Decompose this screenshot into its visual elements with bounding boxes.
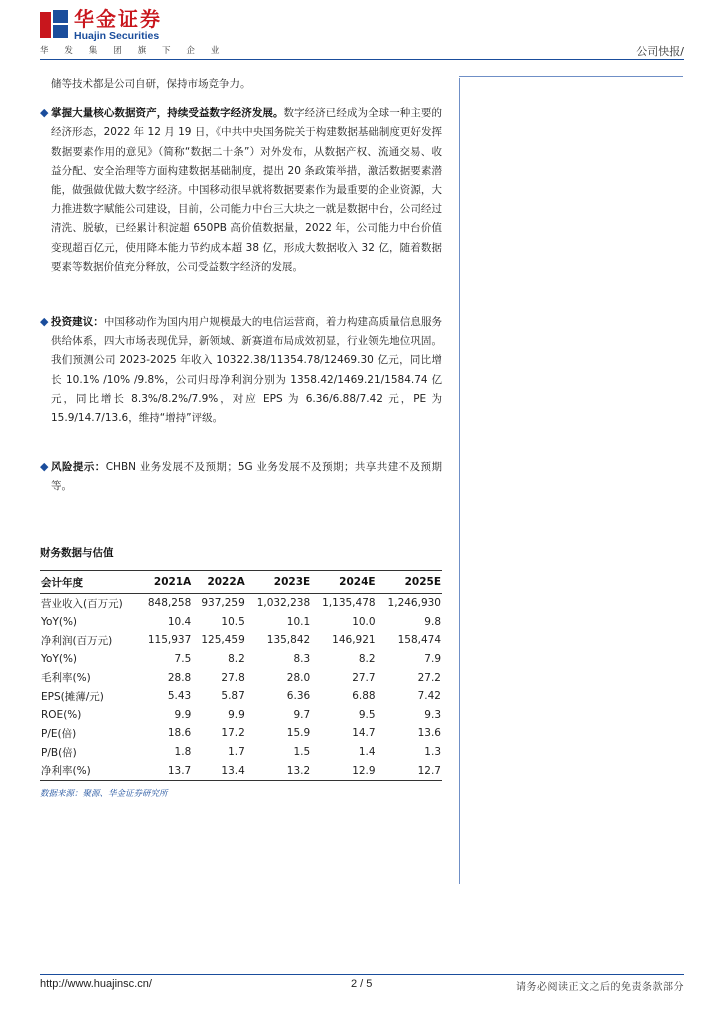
paragraph-investment-advice xyxy=(40,313,442,428)
table-cell: 7.9 xyxy=(424,653,441,666)
table-cell: 28.8 xyxy=(167,671,192,684)
table-row xyxy=(40,761,442,780)
table-cell: 7.5 xyxy=(174,653,192,666)
table-row xyxy=(40,594,442,613)
main-content xyxy=(40,75,442,497)
table-cell: 10.1 xyxy=(286,615,311,628)
huajin-logo-icon xyxy=(40,10,68,40)
table-header-cell: 2025E xyxy=(377,571,442,594)
report-type: 公司快报/ xyxy=(636,45,684,58)
table-row-label: 毛利率(%) xyxy=(41,672,91,685)
table-cell: 8.2 xyxy=(228,653,245,666)
table-cell: 9.8 xyxy=(424,615,441,628)
table-row-label: P/B(倍) xyxy=(41,746,77,759)
paragraph-body: CHBN 业务发展不及预期；5G 业务发展不及预期；共享共建不及预期等。 xyxy=(51,461,443,493)
diamond-bullet-icon: ◆ xyxy=(40,315,49,329)
paragraph-lead: 掌握大量核心数据资产，持续受益数字经济发展。 xyxy=(51,107,284,120)
table-cell: 1,246,930 xyxy=(387,597,441,610)
table-header-cell: 会计年度 xyxy=(40,571,139,594)
table-row xyxy=(40,668,442,687)
table-cell: 115,937 xyxy=(147,634,192,647)
table-cell: 158,474 xyxy=(397,634,441,647)
table-row-label: YoY(%) xyxy=(41,653,78,666)
table-row xyxy=(40,743,442,762)
financial-table xyxy=(40,570,442,781)
table-cell: 1.8 xyxy=(174,746,192,759)
table-cell: 146,921 xyxy=(332,634,376,647)
table-header-cell: 2024E xyxy=(311,571,376,594)
paragraph-data-assets xyxy=(40,104,442,277)
table-cell: 5.87 xyxy=(221,690,245,703)
table-row xyxy=(40,687,442,706)
table-cell: 5.43 xyxy=(167,690,192,703)
table-cell: 1,032,238 xyxy=(256,597,311,610)
table-cell: 9.7 xyxy=(293,708,311,721)
table-cell: 13.7 xyxy=(139,761,193,780)
paragraph-continuation: 储等技术都是公司自研，保持市场竞争力。 xyxy=(51,78,251,90)
table-cell: 13.2 xyxy=(246,761,311,780)
table-row-label: 净利率(%) xyxy=(40,761,139,780)
table-cell: 10.0 xyxy=(352,615,376,628)
table-cell: 7.42 xyxy=(417,690,441,703)
table-cell: 9.5 xyxy=(358,708,376,721)
table-cell: 8.3 xyxy=(293,653,311,666)
paragraph-lead: 风险提示： xyxy=(51,461,106,474)
table-cell: 1.4 xyxy=(358,746,376,759)
table-cell: 1.7 xyxy=(228,746,245,759)
table-header-cell: 2023E xyxy=(246,571,311,594)
table-cell: 8.2 xyxy=(358,653,376,666)
table-cell: 14.7 xyxy=(352,727,376,740)
diamond-bullet-icon: ◆ xyxy=(40,106,49,120)
table-cell: 10.4 xyxy=(167,615,192,628)
footer-disclaimer: 请务必阅读正文之后的免责条款部分 xyxy=(516,982,684,993)
table-row-label: EPS(摊薄/元) xyxy=(41,690,104,703)
table-cell: 135,842 xyxy=(266,634,311,647)
table-cell: 15.9 xyxy=(286,727,311,740)
table-cell: 27.2 xyxy=(417,671,441,684)
table-cell: 937,259 xyxy=(201,597,245,610)
table-cell: 13.6 xyxy=(417,727,441,740)
table-cell: 1,135,478 xyxy=(322,597,376,610)
table-cell: 27.8 xyxy=(221,671,245,684)
table-cell: 9.9 xyxy=(174,708,192,721)
table-header-cell: 2022A xyxy=(192,571,246,594)
table-row xyxy=(40,631,442,650)
table-row-label: P/E(倍) xyxy=(41,727,77,740)
table-row-label: YoY(%) xyxy=(41,615,78,628)
logo-chinese-name: 华金证券 xyxy=(74,7,162,31)
table-title: 财务数据与估值 xyxy=(40,547,114,559)
footer-url-link[interactable]: http://www.huajinsc.cn/ xyxy=(40,978,152,990)
table-source: 数据来源：聚源、华金证券研究所 xyxy=(40,789,168,799)
table-cell: 28.0 xyxy=(286,671,311,684)
table-row-label: ROE(%) xyxy=(41,708,82,721)
table-cell: 6.88 xyxy=(352,690,376,703)
paragraph-body: 数字经济已经成为全球一种主要的经济形态，2022 年 12 月 19 日，《中共中央国务院关于构建数据基础制度更好发挥数据要素作用的意见》（简称“数据二十条”）对外发布，从数据产权、流通交易、收益分配、安全治理等方面构建数据基础制度，提出 20 条政策举措，激活数据要素潜能，做强做优做大数字经济。中国移动很早就将数据要素作为最重要的企业资源，大力推进数字赋能公司建设，目前，公司能力中台三大块之一就是数据中台，公司经过清洗、脱敏，已经累计积淀超 650PB 高价值数据量，2022 年，公司能力中台价值变现超百亿元，使用降本能力节约成本超 38 亿，形成大数据收入 32 亿，随着数据要素等数据价值充分释放，公司受益数字经济的发展。 xyxy=(51,107,443,273)
table-cell: 1.3 xyxy=(424,746,441,759)
table-cell: 10.5 xyxy=(221,615,245,628)
table-cell: 1.5 xyxy=(293,746,311,759)
table-header-row xyxy=(40,571,442,594)
table-cell: 13.4 xyxy=(192,761,246,780)
company-logo xyxy=(40,8,162,42)
header-divider xyxy=(40,59,684,60)
table-cell: 125,459 xyxy=(201,634,245,647)
table-row xyxy=(40,613,442,632)
paragraph-body: 中国移动作为国内用户规模最大的电信运营商，着力构建高质量信息服务供给体系，四大市场表现优异，新领域、新赛道布局成效初显，行业领先地位巩固。我们预测公司 2023-2025 年收入 10322.38/11354.78/12469.30 亿元，同比增长 10.1% /10% /9.8%，公司归母净利润分别为 1358.42/1469.21/1584.74 亿元，同比增长 8.3%/8.2%/7.9%，对应 EPS 为 6.36/6.88/7.42 元，PE 为 15.9/14.7/13.6，维持“增持”评级。 xyxy=(51,316,443,425)
table-cell: 9.9 xyxy=(228,708,245,721)
logo-english-name: Huajin Securities xyxy=(74,30,160,42)
diamond-bullet-icon: ◆ xyxy=(40,460,49,474)
table-cell: 12.9 xyxy=(311,761,376,780)
table-cell: 848,258 xyxy=(147,597,192,610)
table-row xyxy=(40,706,442,725)
table-cell: 27.7 xyxy=(352,671,376,684)
table-cell: 18.6 xyxy=(167,727,192,740)
table-body xyxy=(40,594,442,781)
table-cell: 17.2 xyxy=(221,727,245,740)
table-header-cell: 2021A xyxy=(139,571,193,594)
table-row-label: 营业收入(百万元) xyxy=(41,597,123,610)
page-number: 2 / 5 xyxy=(351,978,373,990)
table-cell: 9.3 xyxy=(424,708,441,721)
table-row xyxy=(40,650,442,669)
table-row-label: 净利润(百万元) xyxy=(41,634,113,647)
table-cell: 12.7 xyxy=(377,761,442,780)
footer-divider xyxy=(40,974,684,975)
sidebar-top-border xyxy=(459,76,683,77)
paragraph-risk-warning xyxy=(40,458,442,496)
table-row xyxy=(40,724,442,743)
sidebar-divider xyxy=(459,78,460,884)
table-cell: 6.36 xyxy=(286,690,311,703)
paragraph-lead: 投资建议： xyxy=(51,316,104,329)
header-subtitle: 华 发 集 团 旗 下 企 业 xyxy=(40,46,226,56)
